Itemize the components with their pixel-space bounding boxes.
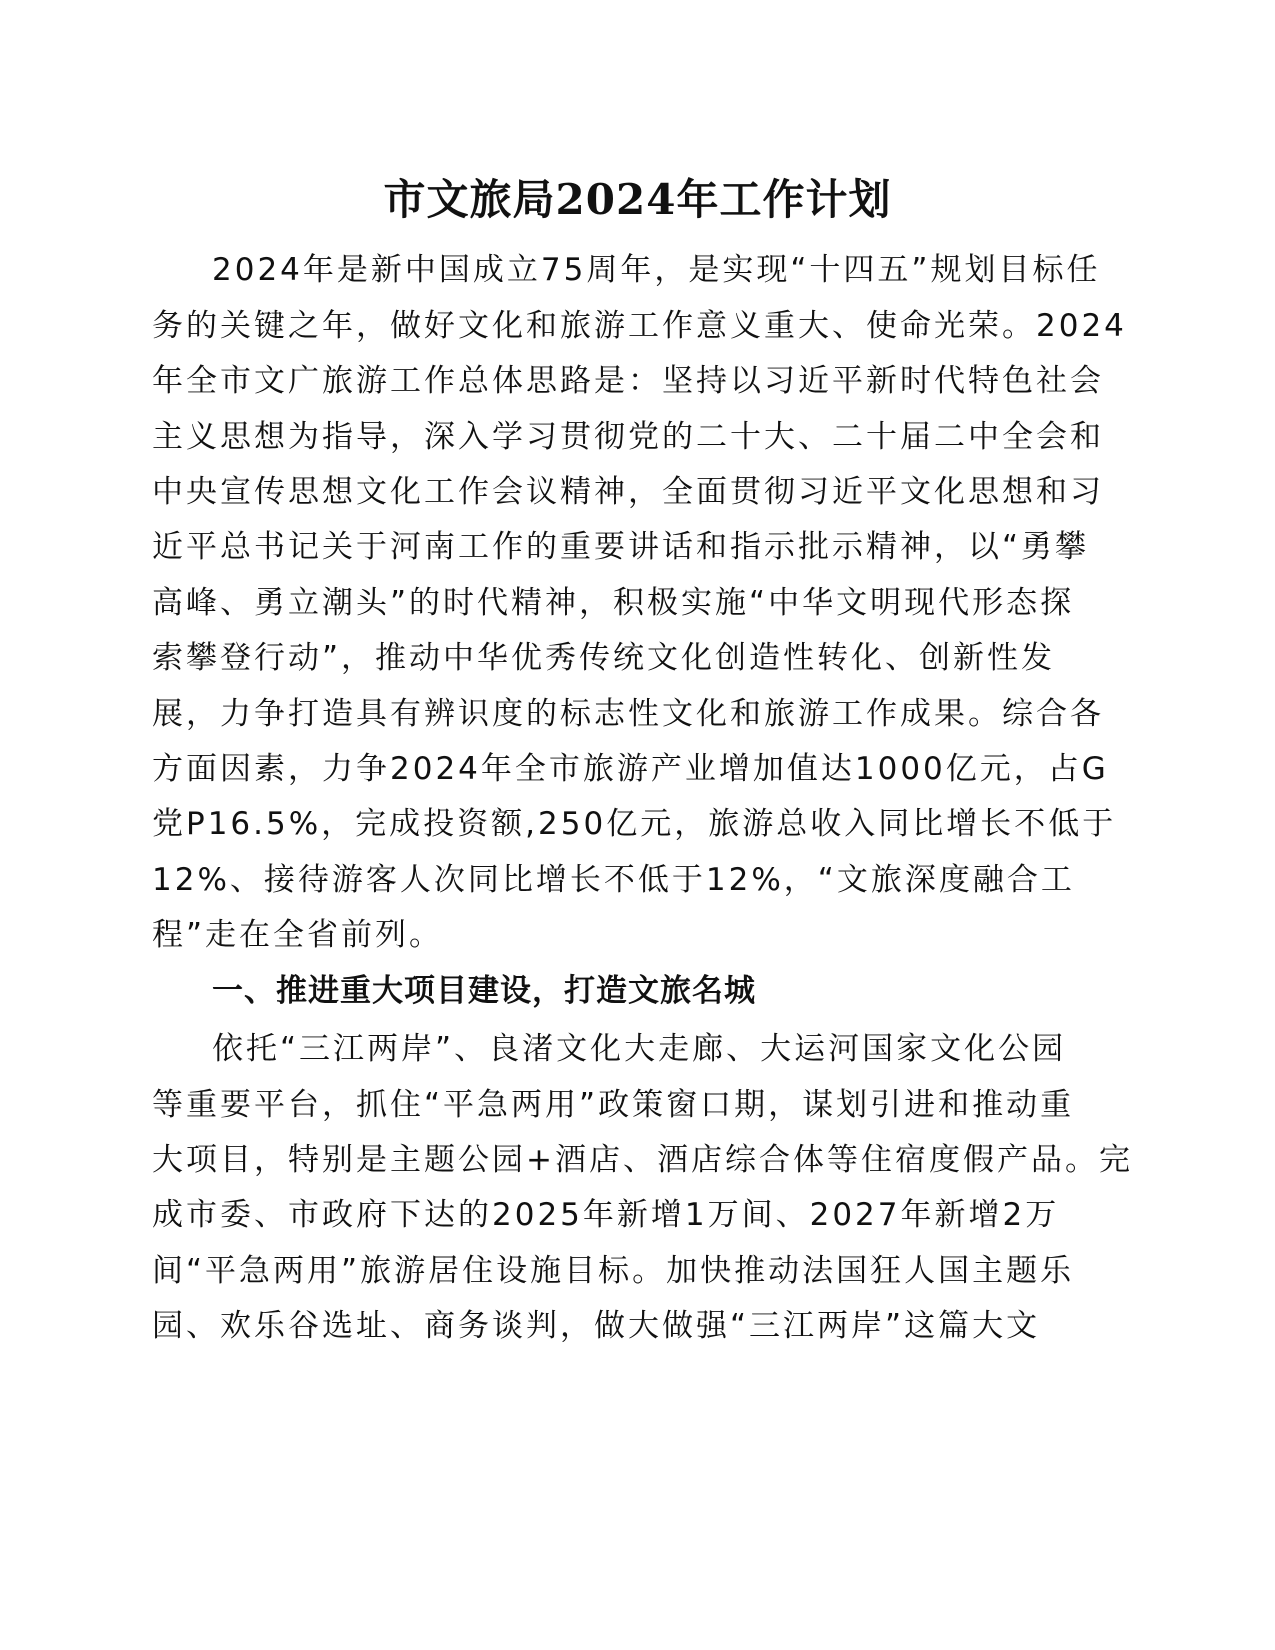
section-1-heading: 一、推进重大项目建设，打造文旅名城 xyxy=(212,973,756,1009)
paragraph-2-line-3: 大项目，特别是主题公园+酒店、酒店综合体等住宿度假产品。完 xyxy=(152,1142,1133,1178)
paragraph-1-line-10: 方面因素，力争2024年全市旅游产业增加值达1000亿元，占G xyxy=(152,751,1109,787)
paragraph-2-line-5: 间“平急两用”旅游居住设施目标。加快推动法国狂人国主题乐 xyxy=(152,1253,1075,1289)
paragraph-1-line-8: 索攀登行动”，推动中华优秀传统文化创造性转化、创新性发 xyxy=(152,640,1056,676)
paragraph-1-line-12: 12%、接待游客人次同比增长不低于12%，“文旅深度融合工 xyxy=(152,862,1075,898)
paragraph-1-line-1: 2024年是新中国成立75周年，是实现“十四五”规划目标任 xyxy=(212,252,1101,288)
document-title: 市文旅局2024年工作计划 xyxy=(383,175,892,224)
paragraph-2-line-4: 成市委、市政府下达的2025年新增1万间、2027年新增2万 xyxy=(152,1197,1060,1233)
paragraph-1-line-3: 年全市文广旅游工作总体思路是：坚持以习近平新时代特色社会 xyxy=(152,363,1104,399)
paragraph-2-line-1: 依托“三江两岸”、良渚文化大走廊、大运河国家文化公园 xyxy=(212,1031,1067,1067)
paragraph-1-line-13: 程”走在全省前列。 xyxy=(152,917,444,953)
paragraph-2-line-2: 等重要平台，抓住“平急两用”政策窗口期，谋划引进和推动重 xyxy=(152,1087,1075,1123)
paragraph-1-line-7: 高峰、勇立潮头”的时代精神，积极实施“中华文明现代形态探 xyxy=(152,585,1075,621)
paragraph-1-line-4: 主义思想为指导，深入学习贯彻党的二十大、二十届二中全会和 xyxy=(152,419,1104,455)
paragraph-1-line-9: 展，力争打造具有辨识度的标志性文化和旅游工作成果。综合各 xyxy=(152,696,1104,732)
paragraph-1-line-11: 党P16.5%，完成投资额,250亿元，旅游总收入同比增长不低于 xyxy=(152,806,1117,842)
paragraph-1-line-6: 近平总书记关于河南工作的重要讲话和指示批示精神，以“勇攀 xyxy=(152,529,1090,565)
paragraph-1-line-5: 中央宣传思想文化工作会议精神，全面贯彻习近平文化思想和习 xyxy=(152,474,1104,510)
paragraph-1-line-2: 务的关键之年，做好文化和旅游工作意义重大、使命光荣。2024 xyxy=(152,308,1127,344)
paragraph-2-line-6: 园、欢乐谷选址、商务谈判，做大做强“三江两岸”这篇大文 xyxy=(152,1308,1041,1344)
